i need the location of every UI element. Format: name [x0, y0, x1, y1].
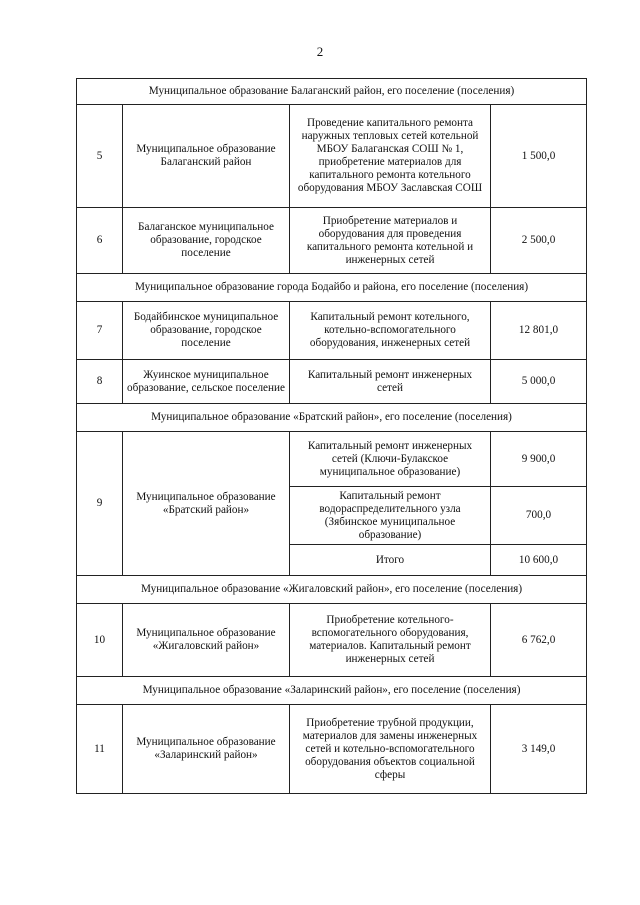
- municipality-cell: Муниципальное образование «Жигаловский район»: [123, 604, 290, 677]
- work-description-cell: Приобретение трубной продукции, материалов для замены инженерных сетей и котельно-вспомогательного оборудования объектов социальной сферы: [290, 705, 491, 794]
- table-row: [77, 105, 587, 208]
- municipality-cell: Муниципальное образование «Заларинский район»: [123, 705, 290, 794]
- table-row: [77, 360, 587, 404]
- row-number: 6: [77, 208, 123, 274]
- section-header: Муниципальное образование Балаганский район, его поселение (поселения): [77, 79, 587, 105]
- municipality-cell: Балаганское муниципальное образование, городское поселение: [123, 208, 290, 274]
- total-label: Итого: [290, 545, 491, 576]
- row-number: 5: [77, 105, 123, 208]
- section-header-row: [77, 677, 587, 705]
- section-header: Муниципальное образование «Жигаловский район», его поселение (поселения): [77, 576, 587, 604]
- amount-cell: 9 900,0: [491, 432, 587, 487]
- work-description-cell: Приобретение материалов и оборудования для проведения капитального ремонта котельной и инженерных сетей: [290, 208, 491, 274]
- work-description-cell: Капитальный ремонт инженерных сетей (Ключи-Булакское муниципальное образование): [290, 432, 491, 487]
- page-number: 2: [316, 44, 324, 59]
- amount-cell: 12 801,0: [491, 302, 587, 360]
- table-row: [77, 432, 587, 487]
- row-number: 10: [77, 604, 123, 677]
- section-header-row: [77, 274, 587, 302]
- table-row: [77, 208, 587, 274]
- row-number: 9: [77, 432, 123, 576]
- section-header-row: [77, 404, 587, 432]
- amount-cell: 5 000,0: [491, 360, 587, 404]
- row-number: 7: [77, 302, 123, 360]
- municipality-cell: Бодайбинское муниципальное образование, городское поселение: [123, 302, 290, 360]
- allocation-table: [76, 78, 587, 794]
- work-description-cell: Проведение капитального ремонта наружных тепловых сетей котельной МБОУ Балаганская СОШ № 1, приобретение материалов для капитального ремонта котельного оборудования МБОУ Заславская СОШ: [290, 105, 491, 208]
- work-description-cell: Приобретение котельного-вспомогательного оборудования, материалов. Капитальный ремонт инженерных сетей: [290, 604, 491, 677]
- municipality-cell: Жуинское муниципальное образование, сельское поселение: [123, 360, 290, 404]
- amount-cell: 3 149,0: [491, 705, 587, 794]
- municipality-cell: Муниципальное образование Балаганский район: [123, 105, 290, 208]
- work-description-cell: Капитальный ремонт инженерных сетей: [290, 360, 491, 404]
- total-amount: 10 600,0: [491, 545, 587, 576]
- table-row: [77, 705, 587, 794]
- section-header: Муниципальное образование «Заларинский район», его поселение (поселения): [77, 677, 587, 705]
- section-header: Муниципальное образование города Бодайбо и района, его поселение (поселения): [77, 274, 587, 302]
- table-row: [77, 302, 587, 360]
- amount-cell: 6 762,0: [491, 604, 587, 677]
- row-number: 8: [77, 360, 123, 404]
- section-header-row: [77, 576, 587, 604]
- amount-cell: 700,0: [491, 487, 587, 545]
- work-description-cell: Капитальный ремонт котельного, котельно-вспомогательного оборудования, инженерных сетей: [290, 302, 491, 360]
- work-description-cell: Капитальный ремонт водораспределительного узла (Зябинское муниципальное образование): [290, 487, 491, 545]
- row-number: 11: [77, 705, 123, 794]
- section-header-row: [77, 79, 587, 105]
- section-header: Муниципальное образование «Братский район», его поселение (поселения): [77, 404, 587, 432]
- amount-cell: 2 500,0: [491, 208, 587, 274]
- table-row: [77, 604, 587, 677]
- municipality-cell: Муниципальное образование «Братский район»: [123, 432, 290, 576]
- amount-cell: 1 500,0: [491, 105, 587, 208]
